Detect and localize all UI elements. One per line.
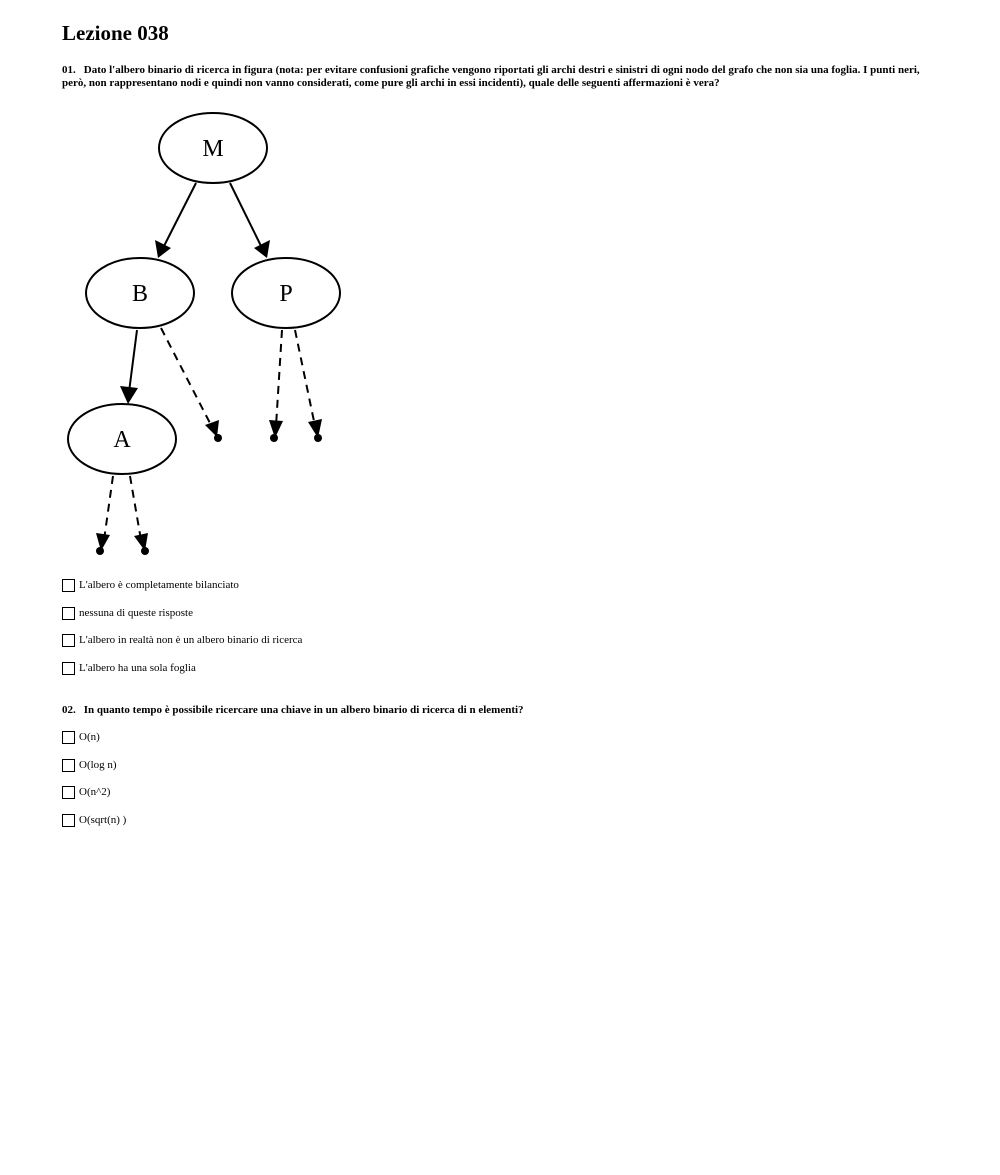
null-dot-a-right xyxy=(141,547,149,555)
q2-answer-2[interactable] xyxy=(62,757,117,773)
q1-answer-2-label: nessuna di queste risposte xyxy=(79,607,193,619)
null-dot-p-right xyxy=(314,434,322,442)
node-m-label: M xyxy=(202,136,224,162)
null-dot-b xyxy=(214,434,222,442)
q1-answer-3-label: L'albero in realtà non è un albero binario di ricerca xyxy=(79,634,303,646)
node-b-label: B xyxy=(131,281,149,307)
q1-answer-1-checkbox[interactable] xyxy=(62,579,75,592)
q2-answer-2-label: O(log n) xyxy=(79,759,117,771)
edge-a-null-left xyxy=(104,476,113,540)
q1-answer-1[interactable] xyxy=(62,577,239,593)
q1-answer-4-label: L'albero ha una sola foglia xyxy=(79,662,196,674)
edge-m-p xyxy=(230,183,262,248)
q2-answer-3-label: O(n^2) xyxy=(79,786,111,798)
q2-answer-1-label: O(n) xyxy=(79,731,100,743)
question-2-number: 02. xyxy=(62,704,76,716)
q2-answer-1[interactable] xyxy=(62,729,100,745)
q2-answer-4[interactable] xyxy=(62,812,126,828)
q2-answer-3-checkbox[interactable] xyxy=(62,786,75,799)
q2-answer-1-checkbox[interactable] xyxy=(62,731,75,744)
edge-b-a xyxy=(129,330,137,392)
q1-answer-2[interactable] xyxy=(62,605,193,621)
q1-answer-3-checkbox[interactable] xyxy=(62,634,75,647)
edge-p-null-left xyxy=(276,330,282,426)
q1-answer-4[interactable] xyxy=(62,660,196,676)
q1-answer-2-checkbox[interactable] xyxy=(62,607,75,620)
question-1-body: Dato l'albero binario di ricerca in figura (nota: per evitare confusioni grafiche vengono riportati gli archi destri e sinistri di ogni nodo del grafo che non sia una foglia. I punti neri, però, non rappresentano nodi e quindi non vanno considerati, come pure gli archi in essi incidenti), quale delle seguenti affermazioni è vera? xyxy=(62,64,920,89)
node-a-label: A xyxy=(113,427,131,453)
q2-answer-2-checkbox[interactable] xyxy=(62,759,75,772)
arrow-b-a xyxy=(120,386,138,404)
edge-b-null xyxy=(161,328,212,427)
edge-a-null-right xyxy=(130,476,141,540)
q2-answer-4-label: O(sqrt(n) ) xyxy=(79,814,127,826)
edge-m-b xyxy=(163,183,196,248)
null-dot-a-left xyxy=(96,547,104,555)
arrow-m-b xyxy=(155,240,171,258)
q1-answer-3[interactable] xyxy=(62,632,302,648)
page-title: Lezione 038 xyxy=(62,21,169,45)
q2-answer-3[interactable] xyxy=(62,784,110,800)
arrow-m-p xyxy=(254,240,270,258)
q1-answer-4-checkbox[interactable] xyxy=(62,662,75,675)
bst-figure xyxy=(62,106,352,562)
q1-answer-1-label: L'albero è completamente bilanciato xyxy=(79,579,239,591)
question-1-number: 01. xyxy=(62,64,76,76)
question-1-text xyxy=(62,64,934,90)
question-2-text xyxy=(62,704,934,717)
edge-p-null-right xyxy=(295,330,315,426)
node-p-label: P xyxy=(279,281,293,307)
null-dot-p-left xyxy=(270,434,278,442)
question-2-body: In quanto tempo è possibile ricercare una chiave in un albero binario di ricerca di n elementi? xyxy=(83,704,524,716)
q2-answer-4-checkbox[interactable] xyxy=(62,814,75,827)
